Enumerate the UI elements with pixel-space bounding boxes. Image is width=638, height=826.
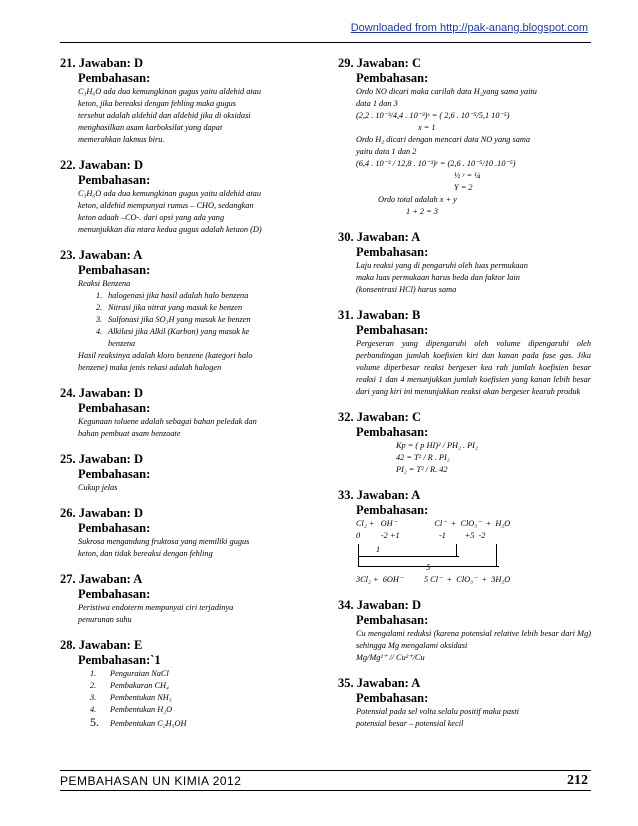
- page-number: 212: [567, 773, 588, 788]
- text-line: C₃H₆O ada dua kemungkinan gugus yaitu aldehid atau: [78, 87, 261, 96]
- discussion-paragraph: Cu mengalami reduksi (karena potensial relative lebih besar dari Mg) sehingga Mg mengalami oksidasi: [356, 629, 591, 650]
- answer-heading: 31. Jawaban: B: [338, 308, 421, 322]
- discussion-body: [60, 536, 325, 560]
- equation-line: ½ ʸ = ¼: [454, 171, 481, 180]
- text-line: Ordo total adalah x + y: [378, 195, 457, 204]
- answer-24: [60, 386, 325, 440]
- text-line: menghasilkan asam karboksilat yang dapat: [78, 123, 223, 132]
- discussion-label: Pembahasan:: [78, 173, 151, 187]
- discussion-body: [60, 278, 325, 374]
- answer-28: [60, 638, 325, 730]
- electron-transfer-brackets: [356, 544, 591, 574]
- list-item-continuation: benzena: [108, 339, 136, 348]
- answer-heading: 29. Jawaban: C: [338, 56, 421, 70]
- answer-heading: 22. Jawaban: D: [60, 158, 143, 172]
- answer-heading: 27. Jawaban: A: [60, 572, 143, 586]
- equation-line: (6,4 . 10⁻³ / 12,8 . 10⁻³)ʸ = (2,6 . 10⁻⁵/10 .10⁻⁵): [356, 159, 516, 168]
- answer-heading: 24. Jawaban: D: [60, 386, 143, 400]
- electron-count: 1: [376, 545, 381, 554]
- list-item: 5. Pembentukan C₂H₅OH: [90, 715, 187, 729]
- discussion-body: [60, 416, 325, 440]
- equation-line: Kp = ( p HI)² / PH₂ . PI₂: [396, 441, 478, 450]
- oxidation-numbers: 0 -2 +1 -1 +5 -2: [356, 531, 486, 540]
- text-line: C₃H₆O ada dua kemungkinan gugus yaitu aldehid atau: [78, 189, 261, 198]
- discussion-body: [338, 440, 591, 476]
- discussion-body: [338, 86, 591, 218]
- list-item: 1. halogenasi jika hasil adalah halo benzena: [96, 291, 249, 300]
- discussion-body: [338, 628, 591, 664]
- answer-34: [338, 598, 591, 664]
- text-line: Sukrosa mengandung fruktosa yang memiliki gugus: [78, 537, 250, 546]
- discussion-paragraph: Pergeseran yang dipengaruhi oleh volume dipengaruhi oleh perbandingan jumlah koefisien kiri dan kanan pada fase gas. Jika volume diperbesar reaksi bergeser kea rah jumlah koefisien besar reaksi 1 dan 4 menunjukkan jumlah koefisien yang kanan lebih besar dari yang kiri ini menunjukkan reaksi akan bergeser kearah produk: [356, 339, 591, 396]
- footer-title: PEMBAHASAN UN KIMIA 2012: [60, 774, 242, 788]
- answer-heading: 25. Jawaban: D: [60, 452, 143, 466]
- list-item: 2. Pembakaran CH₄: [90, 681, 169, 690]
- discussion-label: Pembahasan:: [78, 521, 151, 535]
- reaction-list: [78, 290, 325, 350]
- answer-31: [338, 308, 591, 398]
- answer-heading: 30. Jawaban: A: [338, 230, 421, 244]
- electron-count: 5: [426, 563, 431, 572]
- discussion-body: [338, 706, 591, 730]
- discussion-label: Pembahasan:: [356, 425, 429, 439]
- discussion-body: [60, 482, 325, 494]
- text-line: Ordo H₂ dicari dengan mencari data NO yang sama: [356, 135, 531, 144]
- answer-26: [60, 506, 325, 560]
- text-line: potensial besar – potensial kecil: [356, 719, 464, 728]
- text-line: menunjukkan dia ntara kedua gugus adalah ketaon (D): [78, 225, 262, 234]
- answer-heading: 21. Jawaban: D: [60, 56, 143, 70]
- text-line: Cukup jelas: [78, 483, 118, 492]
- equation-line: Y = 2: [454, 183, 473, 192]
- list-item: 2. Nitrasi jika nitrat yang masuk ke benzen: [96, 303, 243, 312]
- discussion-body: [338, 260, 591, 296]
- answer-29: [338, 56, 591, 218]
- discussion-label: Pembahasan:: [78, 263, 151, 277]
- text-line: yaitu data 1 dan 2: [356, 147, 417, 156]
- list-item: 1. Penguraian NaCl: [90, 669, 169, 678]
- discussion-body: [60, 86, 325, 146]
- text-line: Potensial pada sel volta selalu positif maka pasti: [356, 707, 519, 716]
- text-line: keton adaah –CO-. dari opsi yang ada yang: [78, 213, 225, 222]
- list-item: 4. Pembentukan H₂O: [90, 705, 173, 714]
- text-line: Kegunaan toluene adalah sebagai bahan peledak dan: [78, 417, 257, 426]
- answer-35: [338, 676, 591, 730]
- discussion-body: [60, 668, 325, 730]
- text-line: keton, aldehid mempunyai rumus – CHO, sedangkan: [78, 201, 254, 210]
- footer-divider: [60, 770, 591, 771]
- answer-heading: 33. Jawaban: A: [338, 488, 421, 502]
- list-item: 3. Sulfonasi jika SO₃H yang masuk ke benzen: [96, 315, 251, 324]
- cell-notation: Mg/Mg²⁺ // Cu²⁺/Cu: [356, 653, 425, 662]
- balanced-equation: 3Cl₂ + 6OH⁻ 5 Cl⁻ + ClO₃⁻ + 3H₂O: [356, 575, 511, 584]
- text-line: keton, dan tidak bereaksi dengan fehling: [78, 549, 213, 558]
- text-line: keton, jika bereaksi dengan fehling maka gugus: [78, 99, 236, 108]
- list-item: 3. Pembentukan NH₃: [90, 693, 172, 702]
- discussion-label: Pembahasan:: [78, 587, 151, 601]
- answer-32: [338, 410, 591, 476]
- text-line: Reaksi Benzena: [78, 279, 131, 288]
- answer-30: [338, 230, 591, 296]
- discussion-label: Pembahasan:: [356, 691, 429, 705]
- discussion-label: Pembahasan:: [356, 323, 429, 337]
- answer-25: [60, 452, 325, 494]
- answer-heading: 26. Jawaban: D: [60, 506, 143, 520]
- answer-heading: 32. Jawaban: C: [338, 410, 421, 424]
- answer-23: [60, 248, 325, 374]
- text-line: penurunan suhu: [78, 615, 132, 624]
- text-line: memerahkan lakmus biru.: [78, 135, 165, 144]
- equation-line: PI₂ = T² / R. 42: [396, 465, 448, 474]
- discussion-label: Pembahasan:: [78, 71, 151, 85]
- answer-heading: 23. Jawaban: A: [60, 248, 143, 262]
- answer-27: [60, 572, 325, 626]
- answer-heading: 28. Jawaban: E: [60, 638, 143, 652]
- answer-21: [60, 56, 325, 146]
- footer-bottom-divider: [60, 790, 591, 791]
- text-line: tersebut adalah aldehid dan aldehid jika di oksidasi: [78, 111, 251, 120]
- answer-22: [60, 158, 325, 236]
- process-list: [78, 668, 325, 730]
- header-divider: [60, 42, 591, 43]
- redox-diagram: [338, 518, 591, 586]
- equation-line: x = 1: [418, 123, 436, 132]
- list-item: 4. Alkilasi jika Alkil (Karbon) yang masuk ke: [96, 327, 250, 336]
- discussion-body: [60, 188, 325, 236]
- discussion-label: Pembahasan:: [356, 503, 429, 517]
- discussion-label: Pembahasan:: [356, 71, 429, 85]
- text-line: Peristiwa endoterm mempunyai ciri terjadinya: [78, 603, 234, 612]
- discussion-label: Pembahasan:: [356, 245, 429, 259]
- discussion-label: Pembahasan:: [78, 401, 151, 415]
- source-link[interactable]: Downloaded from http://pak-anang.blogspot.com: [350, 22, 588, 34]
- text-line: bahan pembuat asam benzoate: [78, 429, 181, 438]
- text-line: benzene) maka jenis rekasi adalah halogen: [78, 363, 222, 372]
- text-line: Ordo NO dicari maka carilah data H₂yang sama yaitu: [356, 87, 537, 96]
- equation-line: Cl₂ + OH⁻ Cl⁻ + ClO₃⁻ + H₂O: [356, 519, 511, 528]
- equation-line: (2,2 . 10⁻³/4,4 . 10⁻³)ˣ = ( 2,6 . 10⁻⁵/5,1 10⁻⁵): [356, 111, 510, 120]
- left-column: [60, 56, 325, 742]
- discussion-label: Pembahasan:: [78, 467, 151, 481]
- answer-heading: 35. Jawaban: A: [338, 676, 421, 690]
- discussion-label: Pembahasan:`1: [78, 653, 161, 667]
- text-line: Laju reaksi yang di pengaruhi oleh luas permukaan: [356, 261, 528, 270]
- answer-heading: 34. Jawaban: D: [338, 598, 421, 612]
- discussion-label: Pembahasan:: [356, 613, 429, 627]
- text-line: maka luas permukaan harus beda dan faktor lain: [356, 273, 520, 282]
- answer-33: [338, 488, 591, 586]
- discussion-body: [60, 602, 325, 626]
- equation-line: 42 = T² / R . PI₂: [396, 453, 450, 462]
- text-line: Hasil reaksinya adalah kloro benzene (kategori halo: [78, 351, 253, 360]
- text-line: data 1 dan 3: [356, 99, 398, 108]
- text-line: (konsentrasi HCl) harus sama: [356, 285, 457, 294]
- equation-line: 1 + 2 = 3: [406, 207, 438, 216]
- right-column: [338, 56, 591, 742]
